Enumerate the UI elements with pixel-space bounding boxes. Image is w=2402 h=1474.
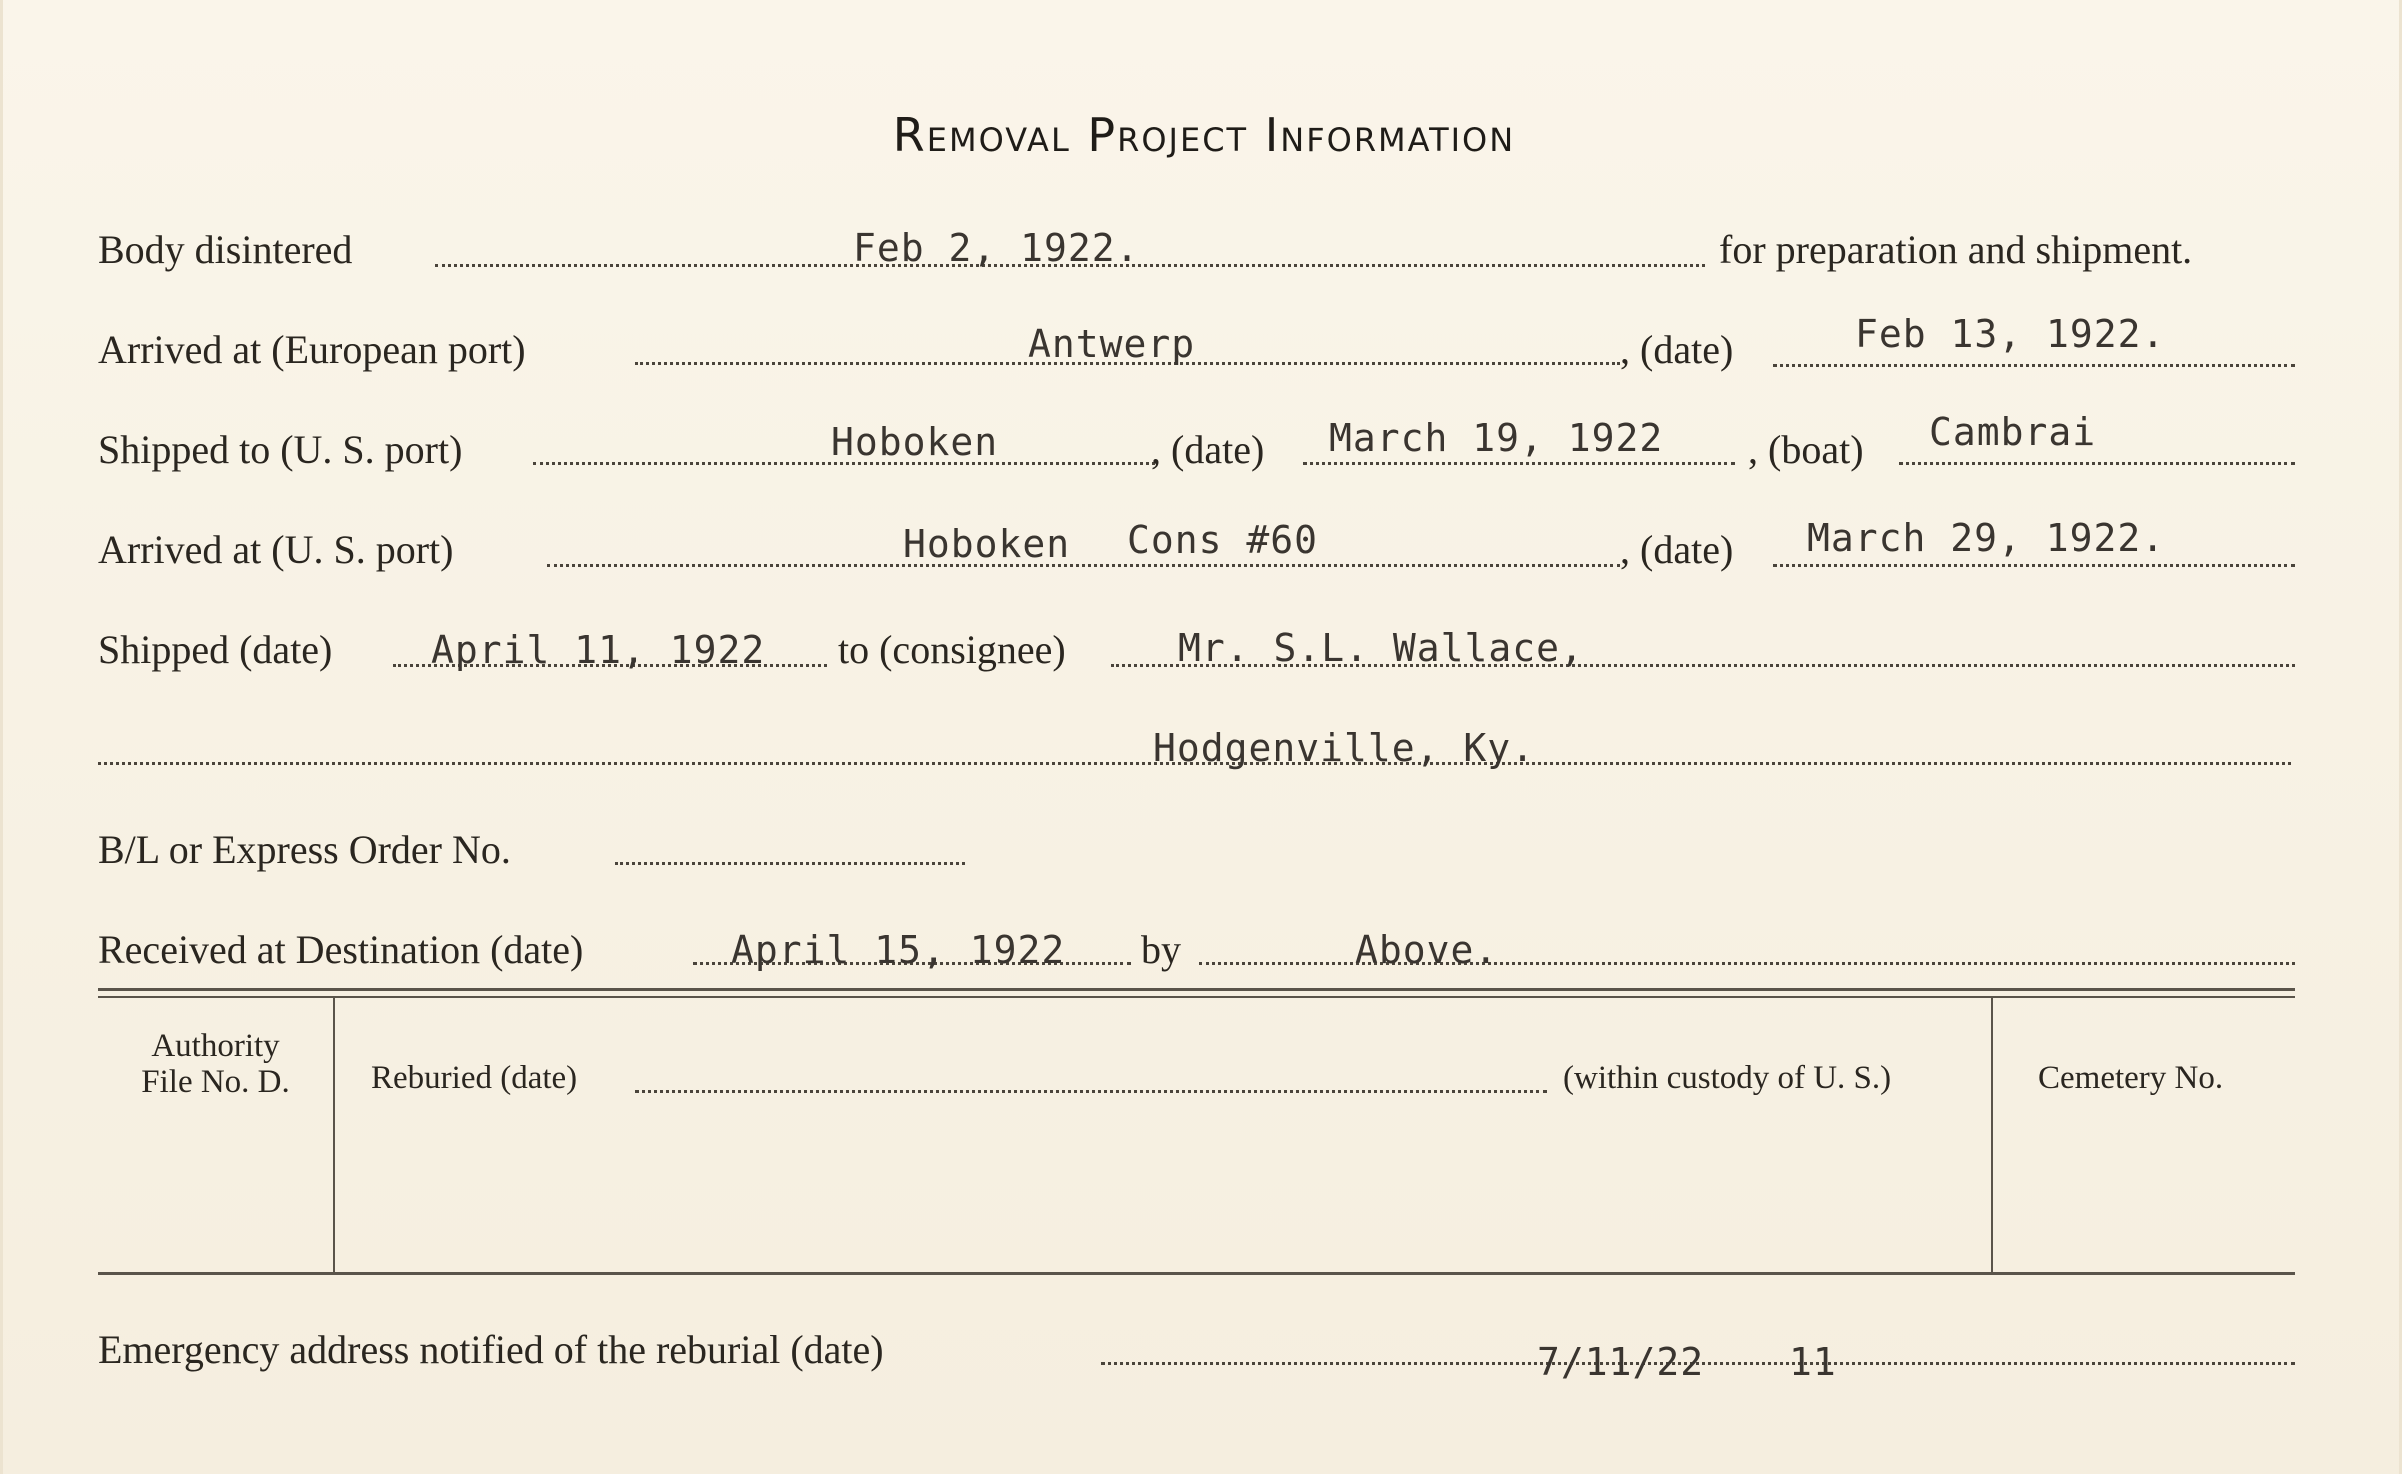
shipped-label: Shipped (date) bbox=[98, 627, 333, 672]
consignee-label: to (consignee) bbox=[838, 627, 1066, 672]
arrived-us-cons: Cons #60 bbox=[1127, 518, 1319, 562]
bl-label: B/L or Express Order No. bbox=[98, 827, 511, 872]
disinterred-value: Feb 2, 1922. bbox=[853, 226, 1140, 270]
bl-line bbox=[615, 862, 965, 865]
reburied-line bbox=[635, 1090, 1547, 1093]
shipped-us-date-label: , (date) bbox=[1151, 427, 1265, 472]
table-bottom-rule bbox=[98, 1272, 2295, 1275]
arrived-us-port: Hoboken bbox=[903, 522, 1071, 566]
authority-line-2: File No. D. bbox=[141, 1064, 290, 1100]
shipped-us-date: March 19, 1922 bbox=[1329, 416, 1664, 460]
shipped-us-boat-line bbox=[1899, 462, 2295, 465]
shipped-us-date-line bbox=[1303, 462, 1735, 465]
received-by-label: by bbox=[1141, 927, 1181, 972]
table-divider-right bbox=[1991, 998, 1993, 1272]
shipped-date: April 11, 1922 bbox=[431, 628, 766, 672]
cemetery-label: Cemetery No. bbox=[2038, 1060, 2224, 1096]
disinterred-suffix: for preparation and shipment. bbox=[1719, 227, 2193, 272]
table-top-rule-1 bbox=[98, 988, 2295, 991]
emergency-extra: 11 bbox=[1789, 1340, 1837, 1384]
authority-label bbox=[98, 1028, 333, 1100]
arrived-europe-date: Feb 13, 1922. bbox=[1855, 312, 2166, 356]
arrived-europe-label: Arrived at (European port) bbox=[98, 327, 526, 372]
consignee-address: Hodgenville, Ky. bbox=[1153, 726, 1536, 770]
reburied-label: Reburied (date) bbox=[371, 1060, 578, 1096]
received-label: Received at Destination (date) bbox=[98, 927, 584, 972]
arrived-us-date-line bbox=[1773, 564, 2295, 567]
table-top-rule-2 bbox=[98, 996, 2295, 998]
received-by: Above. bbox=[1355, 928, 1499, 972]
shipped-us-boat-label: , (boat) bbox=[1748, 427, 1864, 472]
emergency-label: Emergency address notified of the reburial (date) bbox=[98, 1327, 884, 1372]
arrived-us-label: Arrived at (U. S. port) bbox=[98, 527, 454, 572]
arrived-europe-date-label: , (date) bbox=[1620, 327, 1734, 372]
arrived-us-date-label: , (date) bbox=[1620, 527, 1734, 572]
custody-label: (within custody of U. S.) bbox=[1563, 1060, 1892, 1096]
shipped-us-label: Shipped to (U. S. port) bbox=[98, 427, 463, 472]
arrived-us-line bbox=[547, 564, 1620, 567]
shipped-us-boat: Cambrai bbox=[1929, 410, 2097, 454]
authority-line-1: Authority bbox=[151, 1028, 280, 1064]
page-title: Removal Project Information bbox=[892, 108, 1516, 162]
arrived-us-date: March 29, 1922. bbox=[1807, 516, 2166, 560]
arrived-europe-port: Antwerp bbox=[1028, 322, 1196, 366]
disinterred-label: Body disintered bbox=[98, 227, 353, 272]
received-date: April 15, 1922 bbox=[731, 928, 1066, 972]
arrived-europe-date-line bbox=[1773, 364, 2295, 367]
consignee-value: Mr. S.L. Wallace, bbox=[1178, 626, 1584, 670]
table-divider-left bbox=[333, 998, 335, 1272]
emergency-date: 7/11/22 bbox=[1537, 1340, 1705, 1384]
shipped-us-port: Hoboken bbox=[831, 420, 999, 464]
